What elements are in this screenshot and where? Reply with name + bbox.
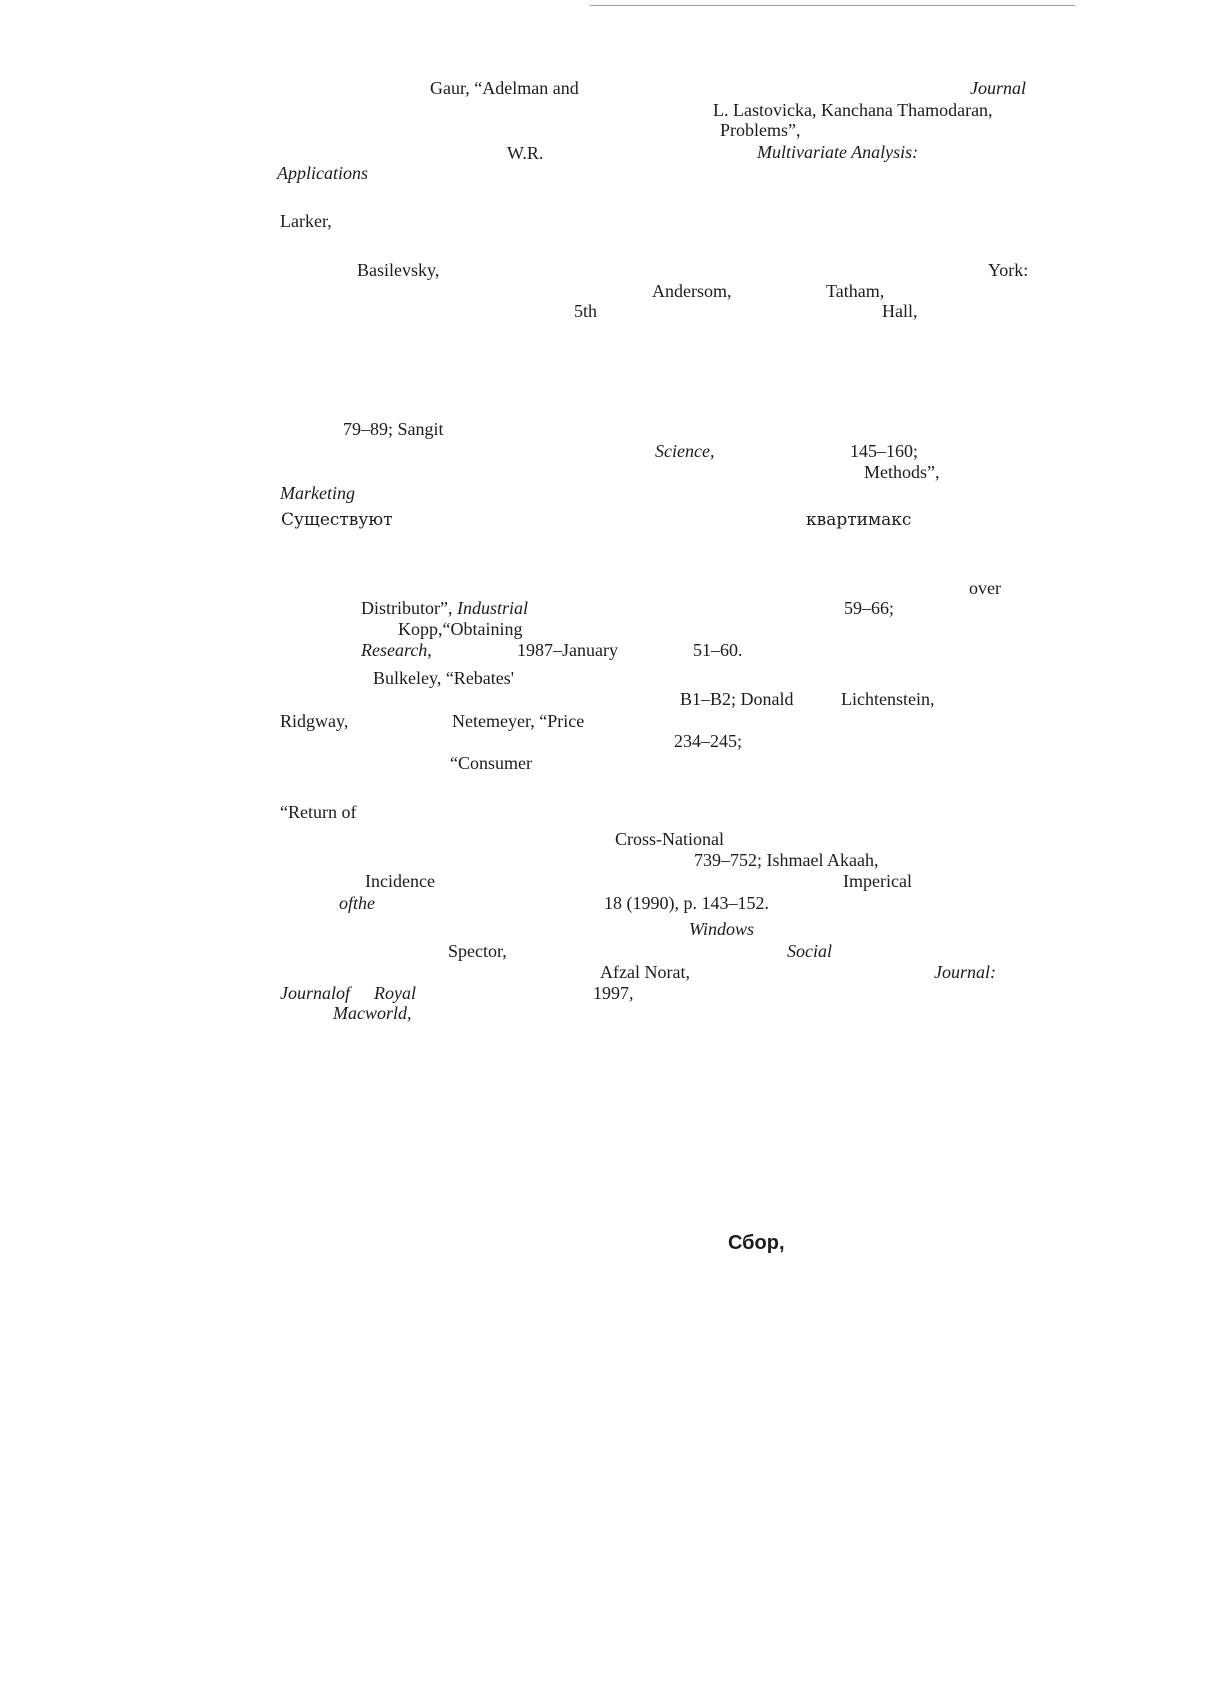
top-rule (590, 5, 1075, 6)
text-fragment: Cross-National (615, 829, 724, 849)
text-fragment: Larker, (280, 211, 332, 231)
text-fragment: Hall, (882, 301, 918, 321)
text-fragment: Journal: (934, 962, 996, 982)
text-fragment: over (969, 578, 1001, 598)
text-fragment: 1987–January (517, 640, 618, 660)
text-fragment: Spector, (448, 941, 507, 961)
text-fragment: Bulkeley, “Rebates' (373, 668, 515, 688)
text-fragment: Problems”, (720, 120, 801, 140)
text-fragment: Kopp,“Obtaining (398, 619, 523, 639)
text-fragment: Windows (689, 919, 755, 939)
text-fragment: Research, (361, 640, 432, 660)
text-fragment: “Return of (280, 802, 357, 822)
text-fragment: Journalof (280, 983, 350, 1003)
text-fragment: 1997, (593, 983, 634, 1003)
text-fragment: Multivariate Analysis: (757, 142, 919, 162)
text-fragment: 59–66; (844, 598, 895, 618)
text-fragment: Basilevsky, (357, 260, 440, 280)
text-fragment (361, 598, 528, 618)
text-fragment: Andersom, (652, 281, 732, 301)
text-fragment: 234–245; (674, 731, 743, 751)
text-span: Distributor”, (361, 598, 457, 618)
text-fragment: Gaur, “Adelman and (430, 78, 579, 98)
text-fragment: Macworld, (333, 1003, 412, 1023)
text-fragment: 145–160; (850, 441, 919, 461)
text-fragment: “Consumer (450, 753, 532, 773)
text-fragment: Science, (655, 441, 715, 461)
text-fragment: B1–B2; Donald (680, 689, 794, 709)
text-fragment: Methods”, (864, 462, 940, 482)
text-span: Industrial (457, 598, 529, 618)
text-fragment: L. Lastovicka, Kanchana Thamodaran, (713, 100, 993, 120)
text-fragment: ofthe (339, 893, 375, 913)
text-fragment: квартимакс (806, 510, 912, 530)
text-fragment: 739–752; Ishmael Akaah, (694, 850, 879, 870)
text-fragment: 18 (1990), p. 143–152. (604, 893, 769, 913)
text-fragment: York: (988, 260, 1029, 280)
text-fragment: Journal (970, 78, 1026, 98)
text-fragment: Incidence (365, 871, 435, 891)
text-fragment: Tatham, (826, 281, 885, 301)
text-fragment: Netemeyer, “Price (452, 711, 585, 731)
text-fragment: Ridgway, (280, 711, 349, 731)
text-fragment: Afzal Norat, (600, 962, 690, 982)
text-fragment: 51–60. (693, 640, 743, 660)
text-fragment: Существуют (281, 510, 393, 530)
text-fragment: W.R. (507, 143, 544, 163)
text-fragment: Marketing (280, 483, 355, 503)
folio: Сбор, (728, 1232, 785, 1254)
text-fragment: Lichtenstein, (841, 689, 935, 709)
text-fragment: Imperical (843, 871, 912, 891)
text-fragment: Royal (374, 983, 416, 1003)
text-fragment: Applications (277, 163, 368, 183)
text-fragment: 79–89; Sangit (343, 419, 444, 439)
text-fragment: Social (787, 941, 832, 961)
text-fragment: 5th (574, 301, 598, 321)
